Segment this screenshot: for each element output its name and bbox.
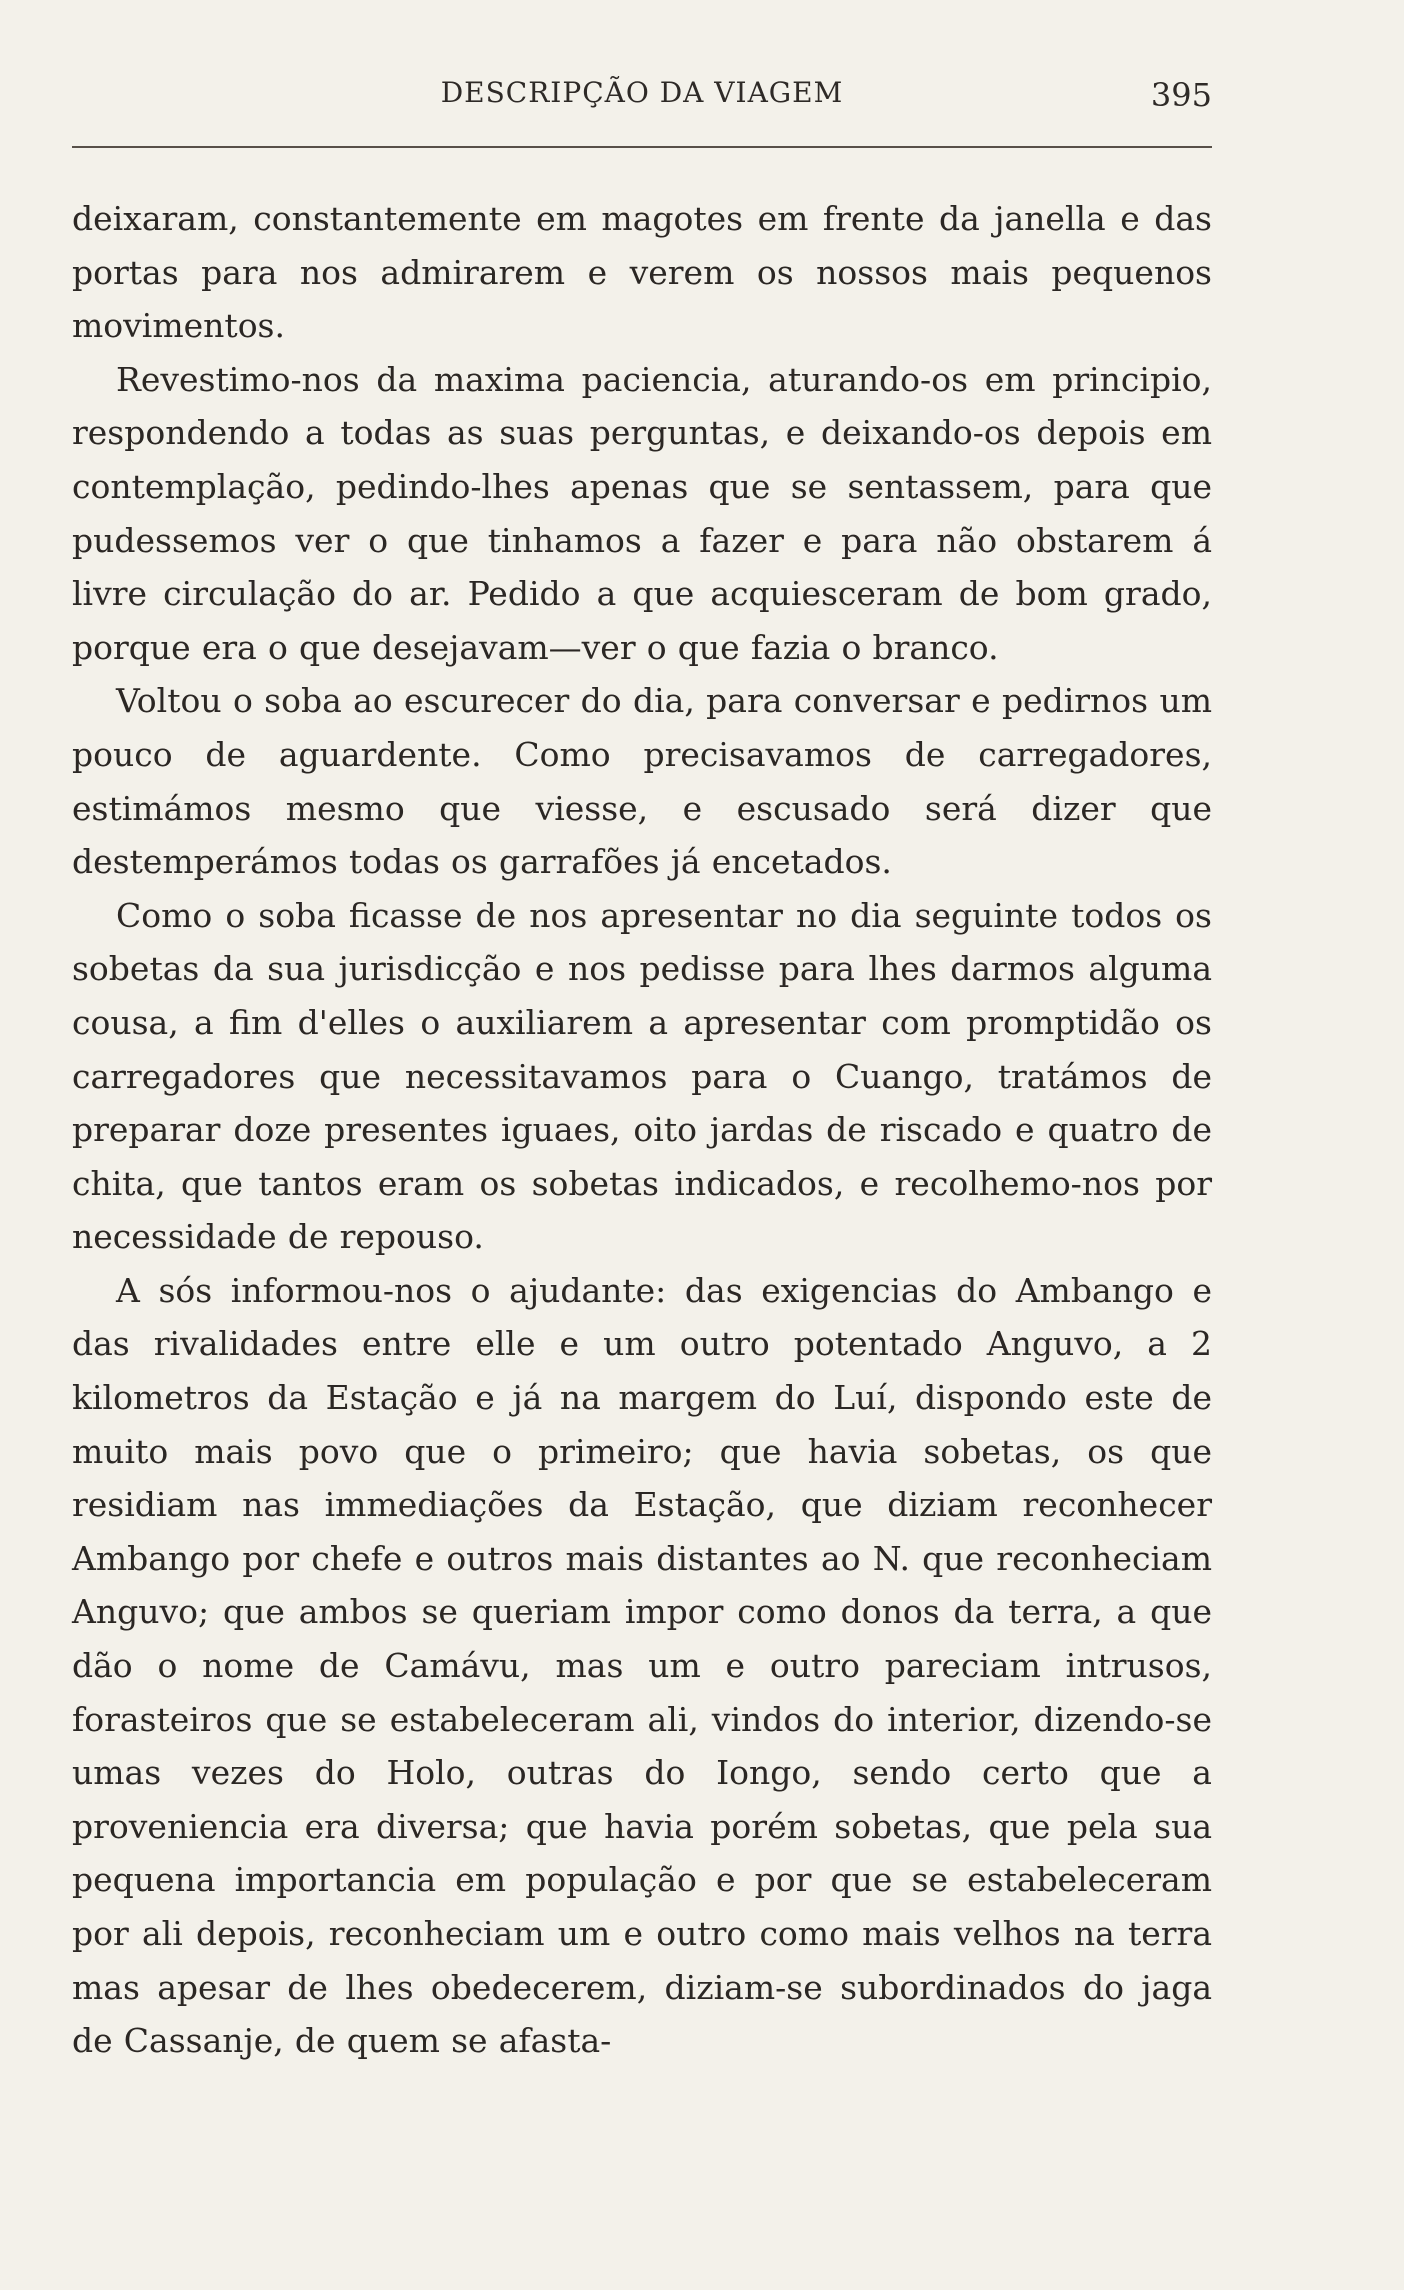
body-text [72,192,1212,2068]
book-page [72,76,1212,2061]
paragraph-rivalries: A sós informou-nos o ajudante: das exigencias do Ambango e das rivalidades entre elle e um outro potentado Anguvo, a 2 kilometros da Estação e já na margem do Luí, dispondo este de muito mais povo que o primeiro; que havia sobetas, os que residiam nas immediações da Estação, que diziam reconhecer Ambango por chefe e outros mais distantes ao N. que reconheciam Anguvo; que ambos se queriam impor como donos da terra, a que dão o nome de Camávu, mas um e outro pareciam intrusos, forasteiros que se estabeleceram ali, vindos do interior, dizendo-se umas vezes do Holo, outras do Iongo, sendo certo que a proveniencia era diversa; que havia porém sobetas, que pela sua pequena importancia em população e por que se estabeleceram por ali depois, reconheciam um e outro como mais velhos na terra mas apesar de lhes obedecerem, diziam-se subordinados do jaga de Cassanje, de quem se afasta- [72,1270,1212,2061]
running-title: DESCRIPÇÃO DA VIAGEM [440,76,844,109]
paragraph-soba-return: Voltou o soba ao escurecer do dia, para conversar e pedirnos um pouco de aguardente. Como precisavamos de carregadores, estimámos mesmo que viesse, e escusado será dizer que destemperámos todas os garrafões já encetados. [72,681,1212,882]
header-rule [72,146,1212,148]
page-number: 395 [1150,76,1212,114]
paragraph-patience: Revestimo-nos da maxima paciencia, aturando-os em principio, respondendo a todas as suas perguntas, e deixando-os depois em contemplação, pedindo-lhes apenas que se sentassem, para que pudessemos ver o que tinhamos a fazer e para não obstarem á livre circulação do ar. Pedido a que acquiesceram de bom grado, porque era o que desejavam—ver o que fazia o branco. [72,359,1212,667]
running-header [72,76,1212,124]
paragraph-continuation: deixaram, constantemente em magotes em frente da janella e das portas para nos admirarem e verem os nossos mais pequenos movimentos. [72,199,1212,346]
paragraph-presents: Como o soba ficasse de nos apresentar no dia seguinte todos os sobetas da sua jurisdicção e nos pedisse para lhes darmos alguma cousa, a fim d'elles o auxiliarem a apresentar com promptidão os carregadores que necessitavamos para o Cuango, tratámos de preparar doze presentes iguaes, oito jardas de riscado e quatro de chita, que tantos eram os sobetas indicados, e recolhemo-nos por necessidade de repouso. [72,895,1212,1257]
